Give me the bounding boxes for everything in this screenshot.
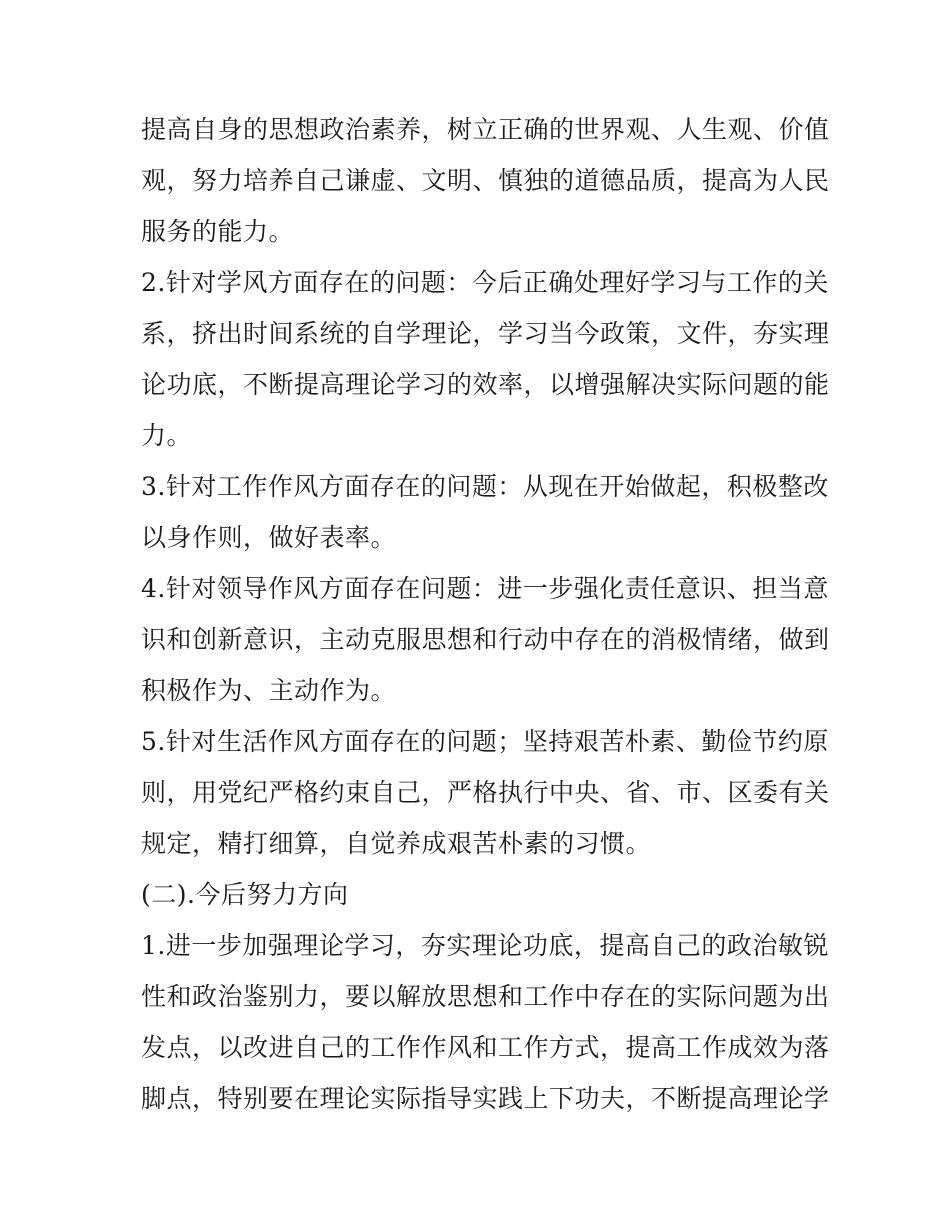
text-line: 观，努力培养自己谦虚、文明、慎独的道德品质，提高为人民 [141, 166, 830, 195]
text-line: 脚点，特别要在理论实际指导实践上下功夫，不断提高理论学 [141, 1084, 830, 1113]
text-line: 力。 [141, 421, 193, 450]
text-line: 发点，以改进自己的工作作风和工作方式，提高工作成效为落 [141, 1033, 830, 1062]
text-line: 2.针对学风方面存在的问题：今后正确处理好学习与工作的关 [141, 268, 829, 297]
text-line: 提高自身的思想政治素养，树立正确的世界观、人生观、价值 [141, 115, 830, 144]
text-line: 1.进一步加强理论学习，夯实理论功底，提高自己的政治敏锐 [141, 931, 829, 960]
text-line: 以身作则，做好表率。 [141, 523, 397, 552]
text-line: 积极作为、主动作为。 [141, 676, 397, 705]
text-line: 性和政治鉴别力，要以解放思想和工作中存在的实际问题为出 [141, 982, 830, 1011]
text-line: 5.针对生活作风方面存在的问题；坚持艰苦朴素、勤俭节约原 [141, 727, 829, 756]
text-line: 系，挤出时间系统的自学理论，学习当今政策，文件，夯实理 [141, 319, 830, 348]
text-line: 服务的能力。 [141, 217, 295, 246]
text-line: 规定，精打细算，自觉养成艰苦朴素的习惯。 [141, 829, 652, 858]
document-page [141, 104, 830, 1124]
text-line: 识和创新意识，主动克服思想和行动中存在的消极情绪，做到 [141, 625, 830, 654]
text-line: 论功底，不断提高理论学习的效率，以增强解决实际问题的能 [141, 370, 830, 399]
section-heading: (二).今后努力方向 [141, 880, 349, 909]
text-line: 4.针对领导作风方面存在问题：进一步强化责任意识、担当意 [141, 574, 829, 603]
text-line: 则，用党纪严格约束自己，严格执行中央、省、市、区委有关 [141, 778, 830, 807]
text-line: 3.针对工作作风方面存在的问题：从现在开始做起，积极整改 [141, 472, 829, 501]
